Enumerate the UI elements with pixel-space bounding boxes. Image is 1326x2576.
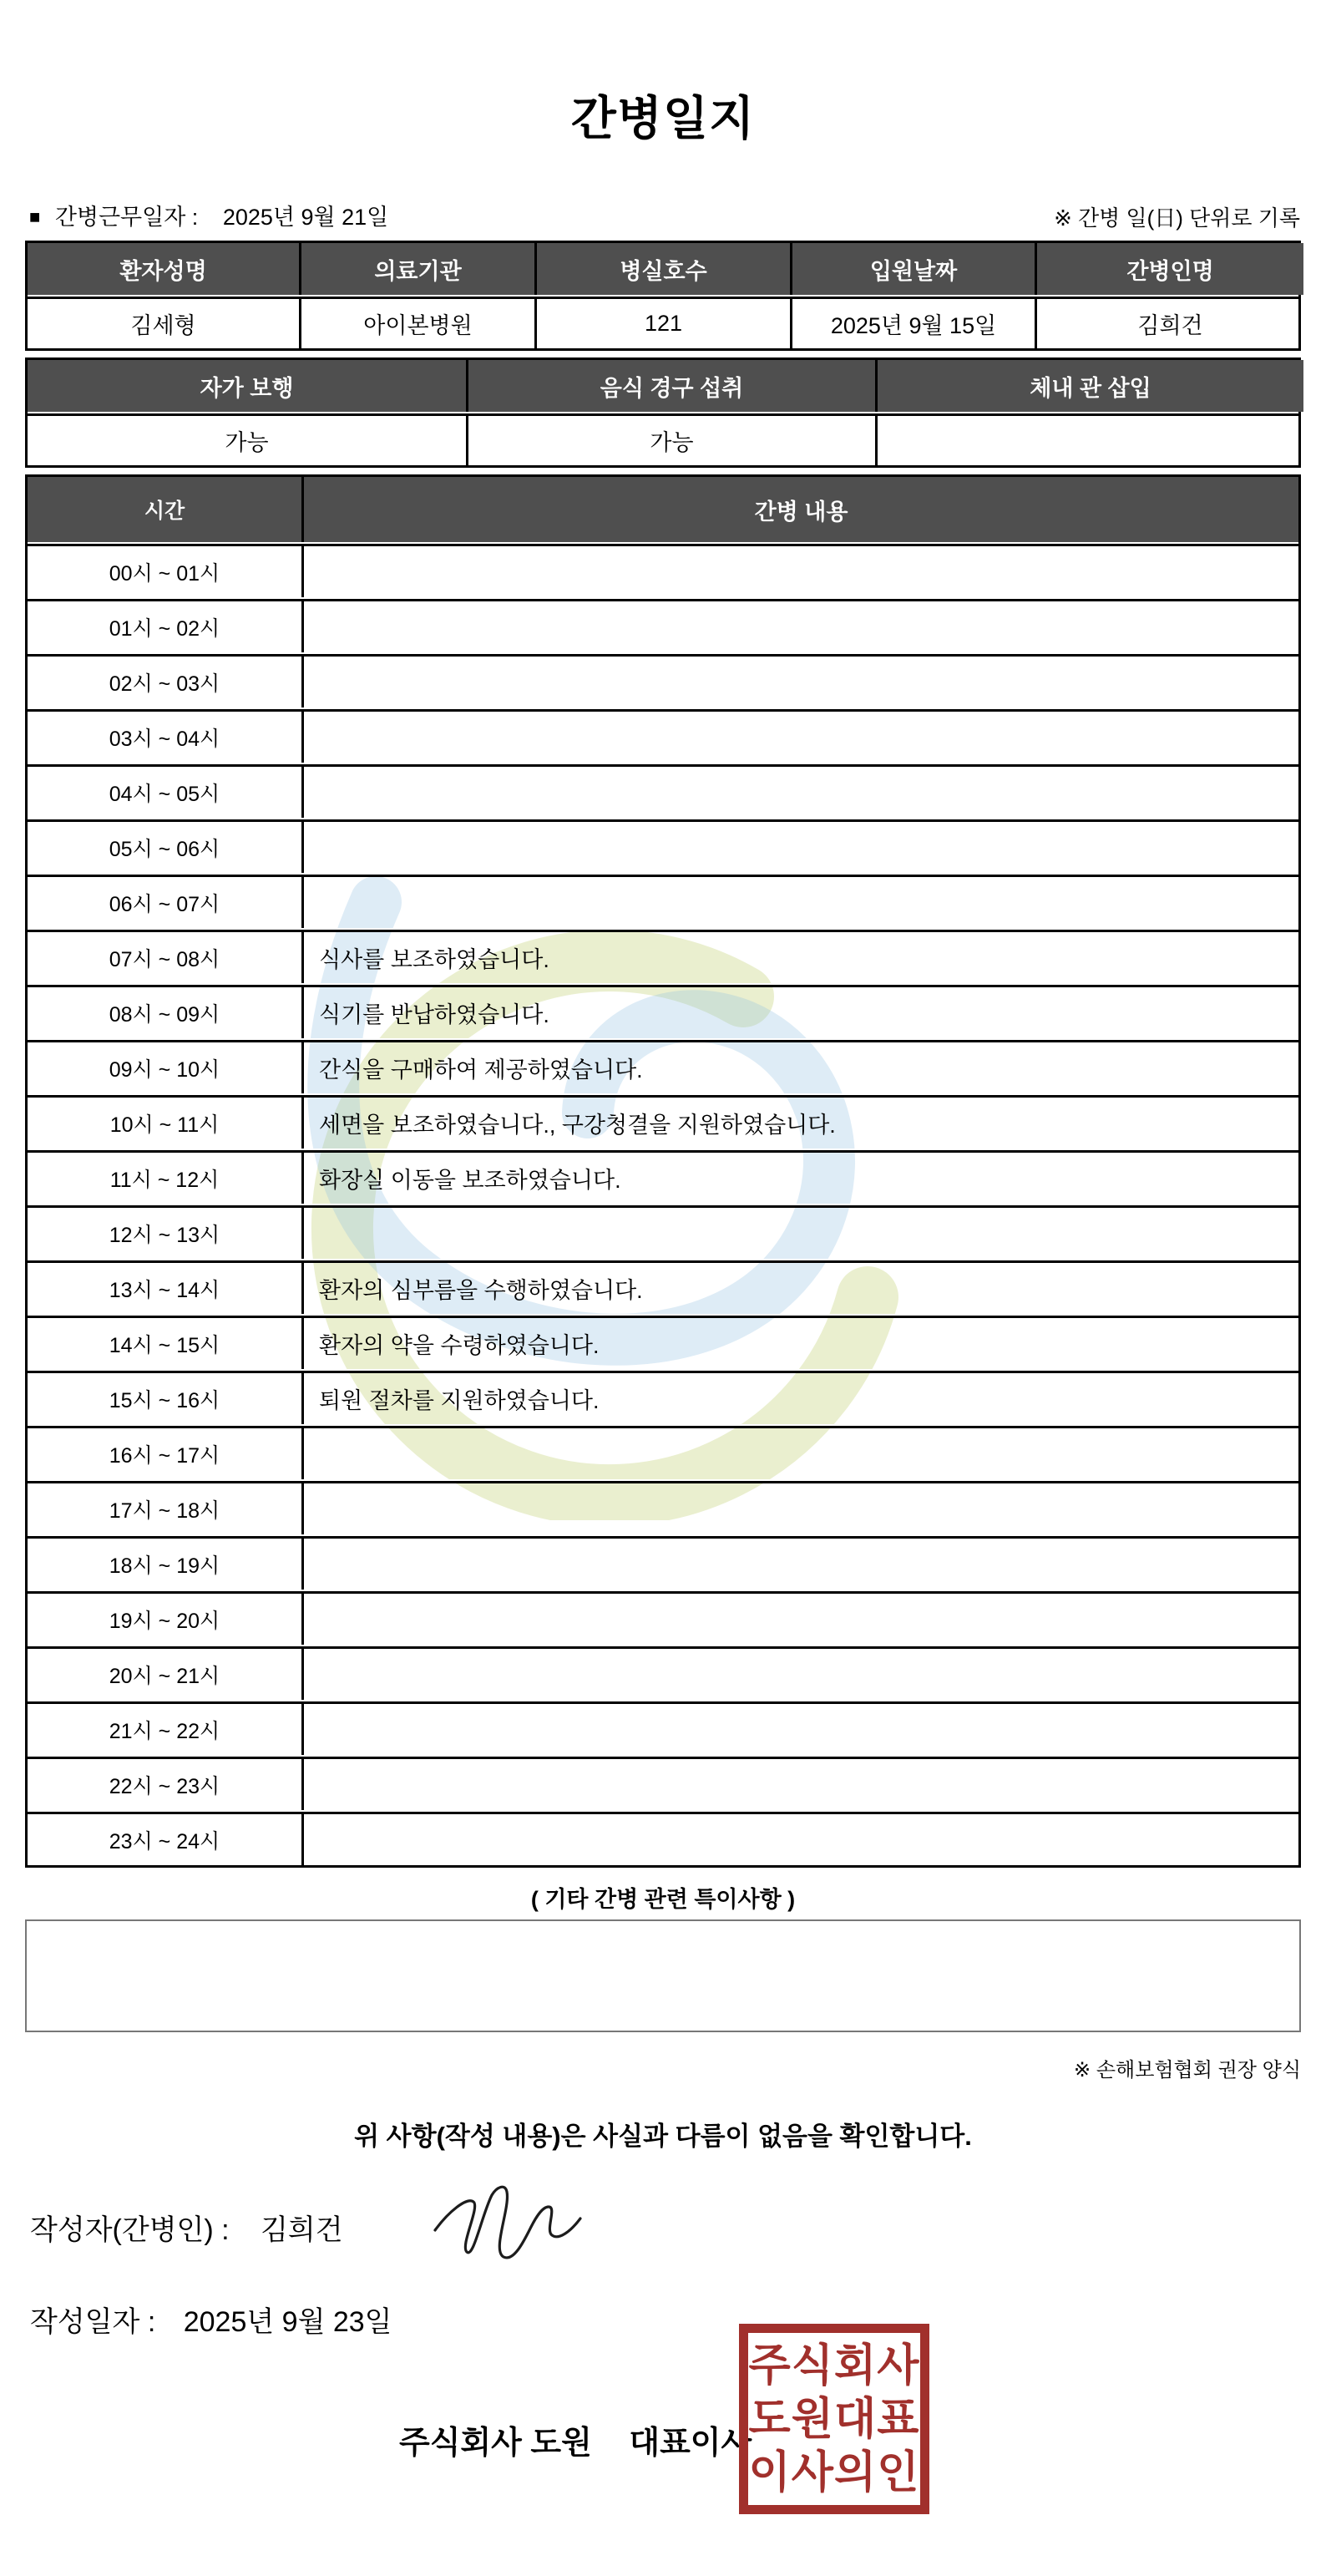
recommended-form-note: ※ 손해보험협회 권장 양식 [1074,2059,1301,2082]
care-log-row-10 [28,1095,1298,1149]
care-row-time: 21시 ~ 22시 [109,1719,220,1743]
care-log-row-8 [28,985,1298,1038]
care-row-content [301,1208,1298,1259]
writer-line [30,2207,343,2248]
patient-header-2: 병실호수 [534,243,790,295]
care-row-content [301,877,1298,928]
care-log-row-18 [28,1536,1298,1590]
care-log-row-15 [28,1371,1298,1424]
unit-note: ※ 간병 일(日) 단위로 기록 [1054,205,1300,231]
time-column-header: 시간 [28,477,301,542]
care-log-row-5 [28,819,1298,873]
seal-text-line-2: 이사의인 [748,2447,920,2497]
seal-text-line-0: 주식회사 [748,2340,920,2391]
care-row-time: 13시 ~ 14시 [109,1278,220,1302]
patient-header-3: 입원날짜 [790,243,1035,295]
writer-name: 김희건 [261,2214,343,2246]
care-row-content [301,546,1298,597]
status-header-0: 자가 보행 [28,360,466,412]
handwritten-signature [430,2182,585,2282]
care-row-time: 16시 ~ 17시 [109,1443,220,1468]
company-line [399,2416,752,2462]
care-row-content: 식사를 보조하였습니다. [301,932,1298,983]
care-row-content: 화장실 이동을 보조하였습니다. [301,1153,1298,1204]
care-row-content [301,767,1298,818]
care-log-row-14 [28,1316,1298,1369]
care-row-time: 18시 ~ 19시 [109,1554,220,1578]
care-row-content [301,1814,1298,1865]
care-row-content [301,1539,1298,1590]
work-date-label: 간병근무일자 : [54,205,199,230]
care-row-time: 14시 ~ 15시 [109,1333,220,1357]
status-header-1: 음식 경구 섭취 [466,360,875,412]
care-row-content [301,657,1298,707]
care-row-content: 퇴원 절차를 지원하였습니다. [301,1373,1298,1424]
write-date-label: 작성일자 : [30,2306,156,2338]
seal-text-line-1: 도원대표 [748,2394,920,2444]
patient-value-4: 김희건 [1035,299,1303,348]
care-log-row-21 [28,1701,1298,1755]
care-row-time: 12시 ~ 13시 [109,1223,220,1247]
care-row-content [301,601,1298,652]
patient-header-1: 의료기관 [299,243,534,295]
care-log-row-22 [28,1757,1298,1810]
care-row-content [301,712,1298,763]
patient-info-header-row [28,243,1298,295]
patient-header-0: 환자성명 [28,243,299,295]
care-row-time: 00시 ~ 01시 [109,561,220,586]
patient-status-table [25,357,1301,468]
corporate-seal-stamp [739,2324,929,2514]
care-row-time: 17시 ~ 18시 [109,1498,220,1523]
write-date-line [30,2299,392,2340]
care-row-content [301,1704,1298,1755]
care-log-row-2 [28,654,1298,707]
patient-header-4: 간병인명 [1035,243,1303,295]
care-log-table [25,474,1301,1868]
care-log-header-row [28,477,1298,542]
care-row-content [301,822,1298,873]
patient-value-1: 아이본병원 [299,299,534,348]
writer-label: 작성자(간병인) : [30,2214,230,2246]
write-date-value: 2025년 9월 23일 [183,2306,392,2338]
care-log-row-12 [28,1205,1298,1259]
care-row-time: 05시 ~ 06시 [109,837,220,861]
care-log-row-20 [28,1646,1298,1700]
care-log-row-6 [28,875,1298,928]
care-row-content [301,1428,1298,1479]
care-row-content [301,1759,1298,1810]
care-row-content: 간식을 구매하여 제공하였습니다. [301,1042,1298,1093]
care-row-time: 23시 ~ 24시 [109,1829,220,1853]
work-date-line [29,199,388,231]
care-row-time: 22시 ~ 23시 [109,1774,220,1798]
status-value-0: 가능 [225,430,269,455]
status-value-1: 가능 [466,416,875,465]
patient-value-0: 김세형 [130,313,196,338]
work-date-value: 2025년 9월 21일 [222,205,389,230]
care-row-content: 세면을 보조하였습니다., 구강청결을 지원하였습니다. [301,1098,1298,1149]
care-row-content [301,1649,1298,1700]
patient-status-value-row [28,413,1298,465]
patient-status-header-row [28,360,1298,412]
company-name: 주식회사 도원 [399,2426,592,2461]
care-log-row-3 [28,709,1298,763]
patient-value-2: 121 [534,299,790,348]
care-row-time: 09시 ~ 10시 [109,1057,220,1082]
care-log-row-16 [28,1426,1298,1479]
care-row-time: 06시 ~ 07시 [109,892,220,916]
care-row-time: 19시 ~ 20시 [109,1609,220,1633]
care-log-row-17 [28,1481,1298,1534]
care-log-row-0 [28,544,1298,597]
notes-input-box [25,1919,1301,2032]
care-row-time: 15시 ~ 16시 [109,1388,220,1412]
patient-value-3: 2025년 9월 15일 [790,299,1035,348]
care-row-time: 08시 ~ 09시 [109,1002,220,1027]
care-row-time: 10시 ~ 11시 [109,1113,220,1137]
status-value-2 [875,416,1303,465]
care-log-row-4 [28,764,1298,818]
company-role: 대표이사 [629,2426,752,2461]
care-log-row-11 [28,1150,1298,1204]
status-header-2: 체내 관 삽입 [875,360,1303,412]
notes-section-title: ( 기타 간병 관련 특이사항 ) [530,1887,796,1912]
content-column-header: 간병 내용 [301,477,1298,542]
care-row-content: 환자의 심부름을 수행하였습니다. [301,1263,1298,1314]
care-log-row-7 [28,930,1298,983]
patient-info-table [25,241,1301,351]
care-log-row-23 [28,1812,1298,1865]
patient-info-value-row [28,297,1298,348]
care-log-row-9 [28,1040,1298,1093]
care-row-time: 20시 ~ 21시 [109,1664,220,1688]
care-row-time: 03시 ~ 04시 [109,727,220,751]
care-log-row-13 [28,1260,1298,1314]
care-log-row-1 [28,599,1298,652]
care-row-content: 식기를 반납하였습니다. [301,987,1298,1038]
care-row-time: 11시 ~ 12시 [109,1168,220,1192]
page-title: 간병일지 [570,92,756,145]
confirmation-statement: 위 사항(작성 내용)은 사실과 다름이 없음을 확인합니다. [354,2122,972,2151]
black-square-bullet-icon: ■ [29,206,41,227]
care-row-time: 07시 ~ 08시 [109,947,220,971]
care-log-row-19 [28,1591,1298,1645]
care-row-time: 01시 ~ 02시 [109,616,220,641]
care-row-content: 환자의 약을 수령하였습니다. [301,1318,1298,1369]
care-row-content [301,1594,1298,1645]
care-row-time: 04시 ~ 05시 [109,782,220,806]
care-row-time: 02시 ~ 03시 [109,672,220,696]
care-row-content [301,1483,1298,1534]
